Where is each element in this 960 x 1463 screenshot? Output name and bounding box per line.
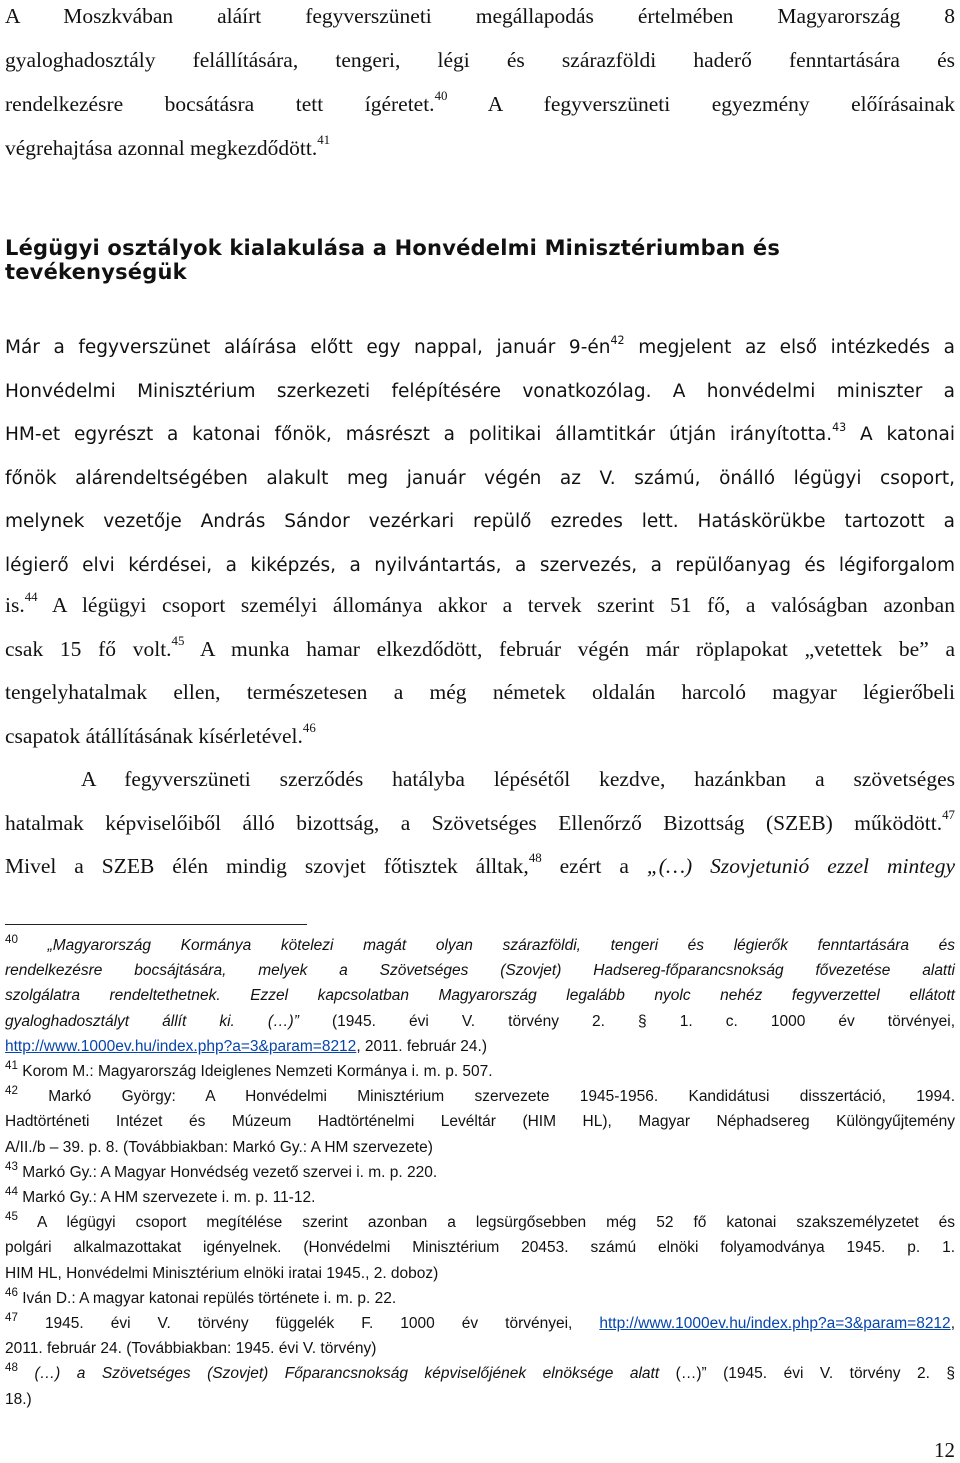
text-fragment: is. <box>5 593 25 617</box>
text-fragment: A fegyverszüneti egyezmény előírásainak <box>487 92 956 116</box>
text-fragment: csak 15 fő volt. <box>5 636 172 661</box>
text-fragment: ezért a <box>559 854 629 878</box>
text-fragment: végrehajtása azonnal megkezdődött. <box>5 136 318 160</box>
text-fragment: hatalmak képviselőiből álló bizottság, a Szövetséges Ellenőrző Bizottság (SZEB) működött. <box>5 810 943 835</box>
source-link[interactable]: http://www.1000ev.hu/index.php?a=3&param=8212 <box>5 1037 357 1055</box>
footnote-46 <box>5 1286 955 1311</box>
text-line <box>5 1361 955 1386</box>
text-line <box>5 1034 955 1059</box>
text-line <box>5 1210 955 1235</box>
page-number: 12 <box>934 1438 955 1462</box>
text-line <box>5 983 955 1008</box>
footnote-number: 48 <box>5 1361 18 1375</box>
text-fragment: Mivel a SZEB élén mindig szovjet főtisztek álltak, <box>5 854 529 878</box>
text-fragment: A munka hamar elkezdődött, február végén már röplapokat „vetettek be” a <box>199 636 955 661</box>
text-line <box>5 1286 955 1311</box>
text-line: légierő elvi kérdései, a kiképzés, a nyilvántartás, a szervezés, a repülőanyag és légiforgalom <box>5 554 955 576</box>
footnote-number: 42 <box>5 1083 18 1097</box>
footnote-number: 41 <box>5 1058 18 1072</box>
text-line <box>5 958 955 983</box>
text-line: főnök alárendeltségében alakult meg január végén az V. számú, önálló légügyi csoport, <box>5 467 955 489</box>
footnote-ref[interactable]: 46 <box>302 720 316 735</box>
footnote-45 <box>5 1210 955 1286</box>
footnote-47 <box>5 1311 955 1361</box>
text-line <box>5 1059 955 1084</box>
footnote-number: 47 <box>5 1310 18 1324</box>
footnote-ref[interactable]: 41 <box>317 133 331 148</box>
text-line <box>5 1009 955 1034</box>
text-line <box>5 126 955 170</box>
text-fragment: csapatok átállításának kísérletével. <box>5 723 303 748</box>
footnote-number: 45 <box>5 1209 18 1223</box>
text-fragment: megjelent az első intézkedés a <box>638 337 955 358</box>
footnote-ref[interactable]: 44 <box>24 590 38 605</box>
footnote-separator <box>5 924 307 925</box>
footnote-ref[interactable]: 47 <box>942 807 955 822</box>
citation-text: Markó Gy.: A HM szervezete i. m. p. 11-12. <box>22 1189 316 1207</box>
text-fragment: rendelkezésre bocsátásra tett ígéretet. <box>5 92 435 116</box>
footnote-42 <box>5 1084 955 1160</box>
text-line: 18.) <box>5 1390 32 1408</box>
quote-fragment: gyaloghadosztályt állít ki. (…)” <box>5 1012 299 1030</box>
footnote-ref[interactable]: 42 <box>610 333 625 347</box>
quote-fragment: szolgálatra rendeltethetnek. Ezzel kapcsolatban Magyarország legalább nyolc nehéz fegyverzettel ellátott <box>5 987 955 1005</box>
footnote-ref[interactable]: 40 <box>434 89 448 104</box>
body-paragraph-1 <box>5 326 955 587</box>
text-line <box>5 326 955 370</box>
citation-text: Markó Gy.: A Magyar Honvédség vezető szervei i. m. p. 220. <box>22 1163 438 1181</box>
quote-fragment: (…) a Szövetséges (Szovjet) Főparancsnokság képviselőjének elnöksége alatt <box>34 1365 660 1383</box>
citation-text: (1945. évi V. törvény 2. § 1. c. 1000 év törvényei, <box>331 1012 956 1030</box>
text-fragment: A katonai <box>860 424 955 445</box>
text-line <box>5 584 955 628</box>
text-line <box>5 802 955 846</box>
citation-text: 1945. évi V. törvény függelék F. 1000 év törvényei, <box>44 1315 573 1333</box>
footnote-ref[interactable]: 48 <box>528 851 542 866</box>
text-line: A fegyverszüneti szerződés hatályba lépésétől kezdve, hazánkban a szövetséges <box>81 767 955 791</box>
text-line <box>5 845 955 889</box>
citation-text: , <box>950 1315 955 1333</box>
citation-text: Markó György: A Honvédelmi Minisztérium szervezete 1945-1956. Kandidátusi disszertáció, 1994. <box>48 1088 956 1106</box>
quote-fragment: „Magyarország Kormánya kötelezi magát olyan szárazföldi, tengeri és légierők fenntartására és <box>47 937 956 954</box>
text-line: HIM HL, Honvédelmi Minisztérium elnöki iratai 1945., 2. doboz) <box>5 1264 439 1282</box>
footnote-ref[interactable]: 45 <box>171 633 185 648</box>
text-fragment: HM-et egyrészt a katonai főnök, másrészt a politikai államtitkár útján irányította. <box>5 424 833 445</box>
citation-text: A légügyi csoport megítélése szerint azonban a legsürgősebben még 52 fő katonai szakszemélyzetet és <box>37 1214 956 1232</box>
text-line: A Moszkvában aláírt fegyverszüneti megállapodás értelmében Magyarország 8 <box>5 4 955 28</box>
citation-text: Iván D.: A magyar katonai repülés története i. m. p. 22. <box>22 1289 397 1307</box>
footnote-43 <box>5 1160 955 1185</box>
citation-text: Korom M.: Magyarország Ideiglenes Nemzeti Kormánya i. m. p. 507. <box>22 1063 493 1081</box>
source-link[interactable]: http://www.1000ev.hu/index.php?a=3&param=8212 <box>599 1315 951 1333</box>
quote-fragment: „(…) Szovjetunió ezzel mintegy <box>646 854 956 878</box>
text-line <box>5 82 955 126</box>
text-line: Hadtörténeti Intézet és Múzeum Hadtörténelmi Levéltár (HIM HL), Magyar Néphadsereg Különgyűjtemény <box>5 1113 955 1131</box>
text-line <box>5 715 955 759</box>
text-fragment: A légügyi csoport személyi állománya akkor a tervek szerint 51 fő, a valóságban azonban <box>52 593 955 617</box>
text-line: gyaloghadosztály felállítására, tengeri, légi és szárazföldi haderő fenntartására és <box>5 48 955 72</box>
footnote-ref[interactable]: 43 <box>832 420 847 434</box>
footnote-number: 44 <box>5 1184 18 1198</box>
text-line: tengelyhatalmak ellen, természetesen a még németek oldalán harcoló magyar légierőbeli <box>5 680 955 704</box>
text-line <box>5 1185 955 1210</box>
text-line <box>5 1084 955 1109</box>
footnotes <box>5 933 955 1412</box>
text-line: A/II./b – 39. p. 8. (Továbbiakban: Markó Gy.: A HM szervezete) <box>5 1138 433 1156</box>
text-line: polgári alkalmazottakat igényelnek. (Honvédelmi Minisztérium 20453. számú elnöki folyamodványa 1945. p. 1. <box>5 1239 955 1257</box>
text-line <box>5 1311 955 1336</box>
intro-paragraph <box>5 0 955 170</box>
text-line <box>5 1160 955 1185</box>
text-line: melynek vezetője András Sándor vezérkari repülő ezredes lett. Hatáskörükbe tartozott a <box>5 511 955 532</box>
text-line <box>5 628 955 672</box>
text-line: 2011. február 24. (Továbbiakban: 1945. évi V. törvény) <box>5 1340 377 1358</box>
citation-text: , 2011. február 24.) <box>356 1037 487 1055</box>
text-line: Honvédelmi Minisztérium szerkezeti felépítésére vonatkozólag. A honvédelmi miniszter a <box>5 380 955 402</box>
citation-text: (…)” (1945. évi V. törvény 2. § <box>675 1365 956 1383</box>
text-line <box>5 413 955 457</box>
footnote-41 <box>5 1059 955 1084</box>
footnote-44 <box>5 1185 955 1210</box>
footnote-40 <box>5 933 955 1059</box>
footnote-number: 46 <box>5 1285 18 1299</box>
text-fragment: Már a fegyverszünet aláírása előtt egy nappal, január 9-én <box>5 337 611 358</box>
section-heading: Légügyi osztályok kialakulása a Honvédelmi Minisztériumban és tevékenységük <box>5 236 781 284</box>
text-line <box>5 933 955 958</box>
quote-fragment: rendelkezésre bocsájtására, melyek a Szövetséges (Szovjet) Hadsereg-főparancsnokság fővezetése alatti <box>5 962 955 980</box>
body-paragraph-2 <box>5 584 955 889</box>
footnote-48 <box>5 1361 955 1411</box>
footnote-number: 40 <box>5 932 18 946</box>
footnote-number: 43 <box>5 1159 18 1173</box>
